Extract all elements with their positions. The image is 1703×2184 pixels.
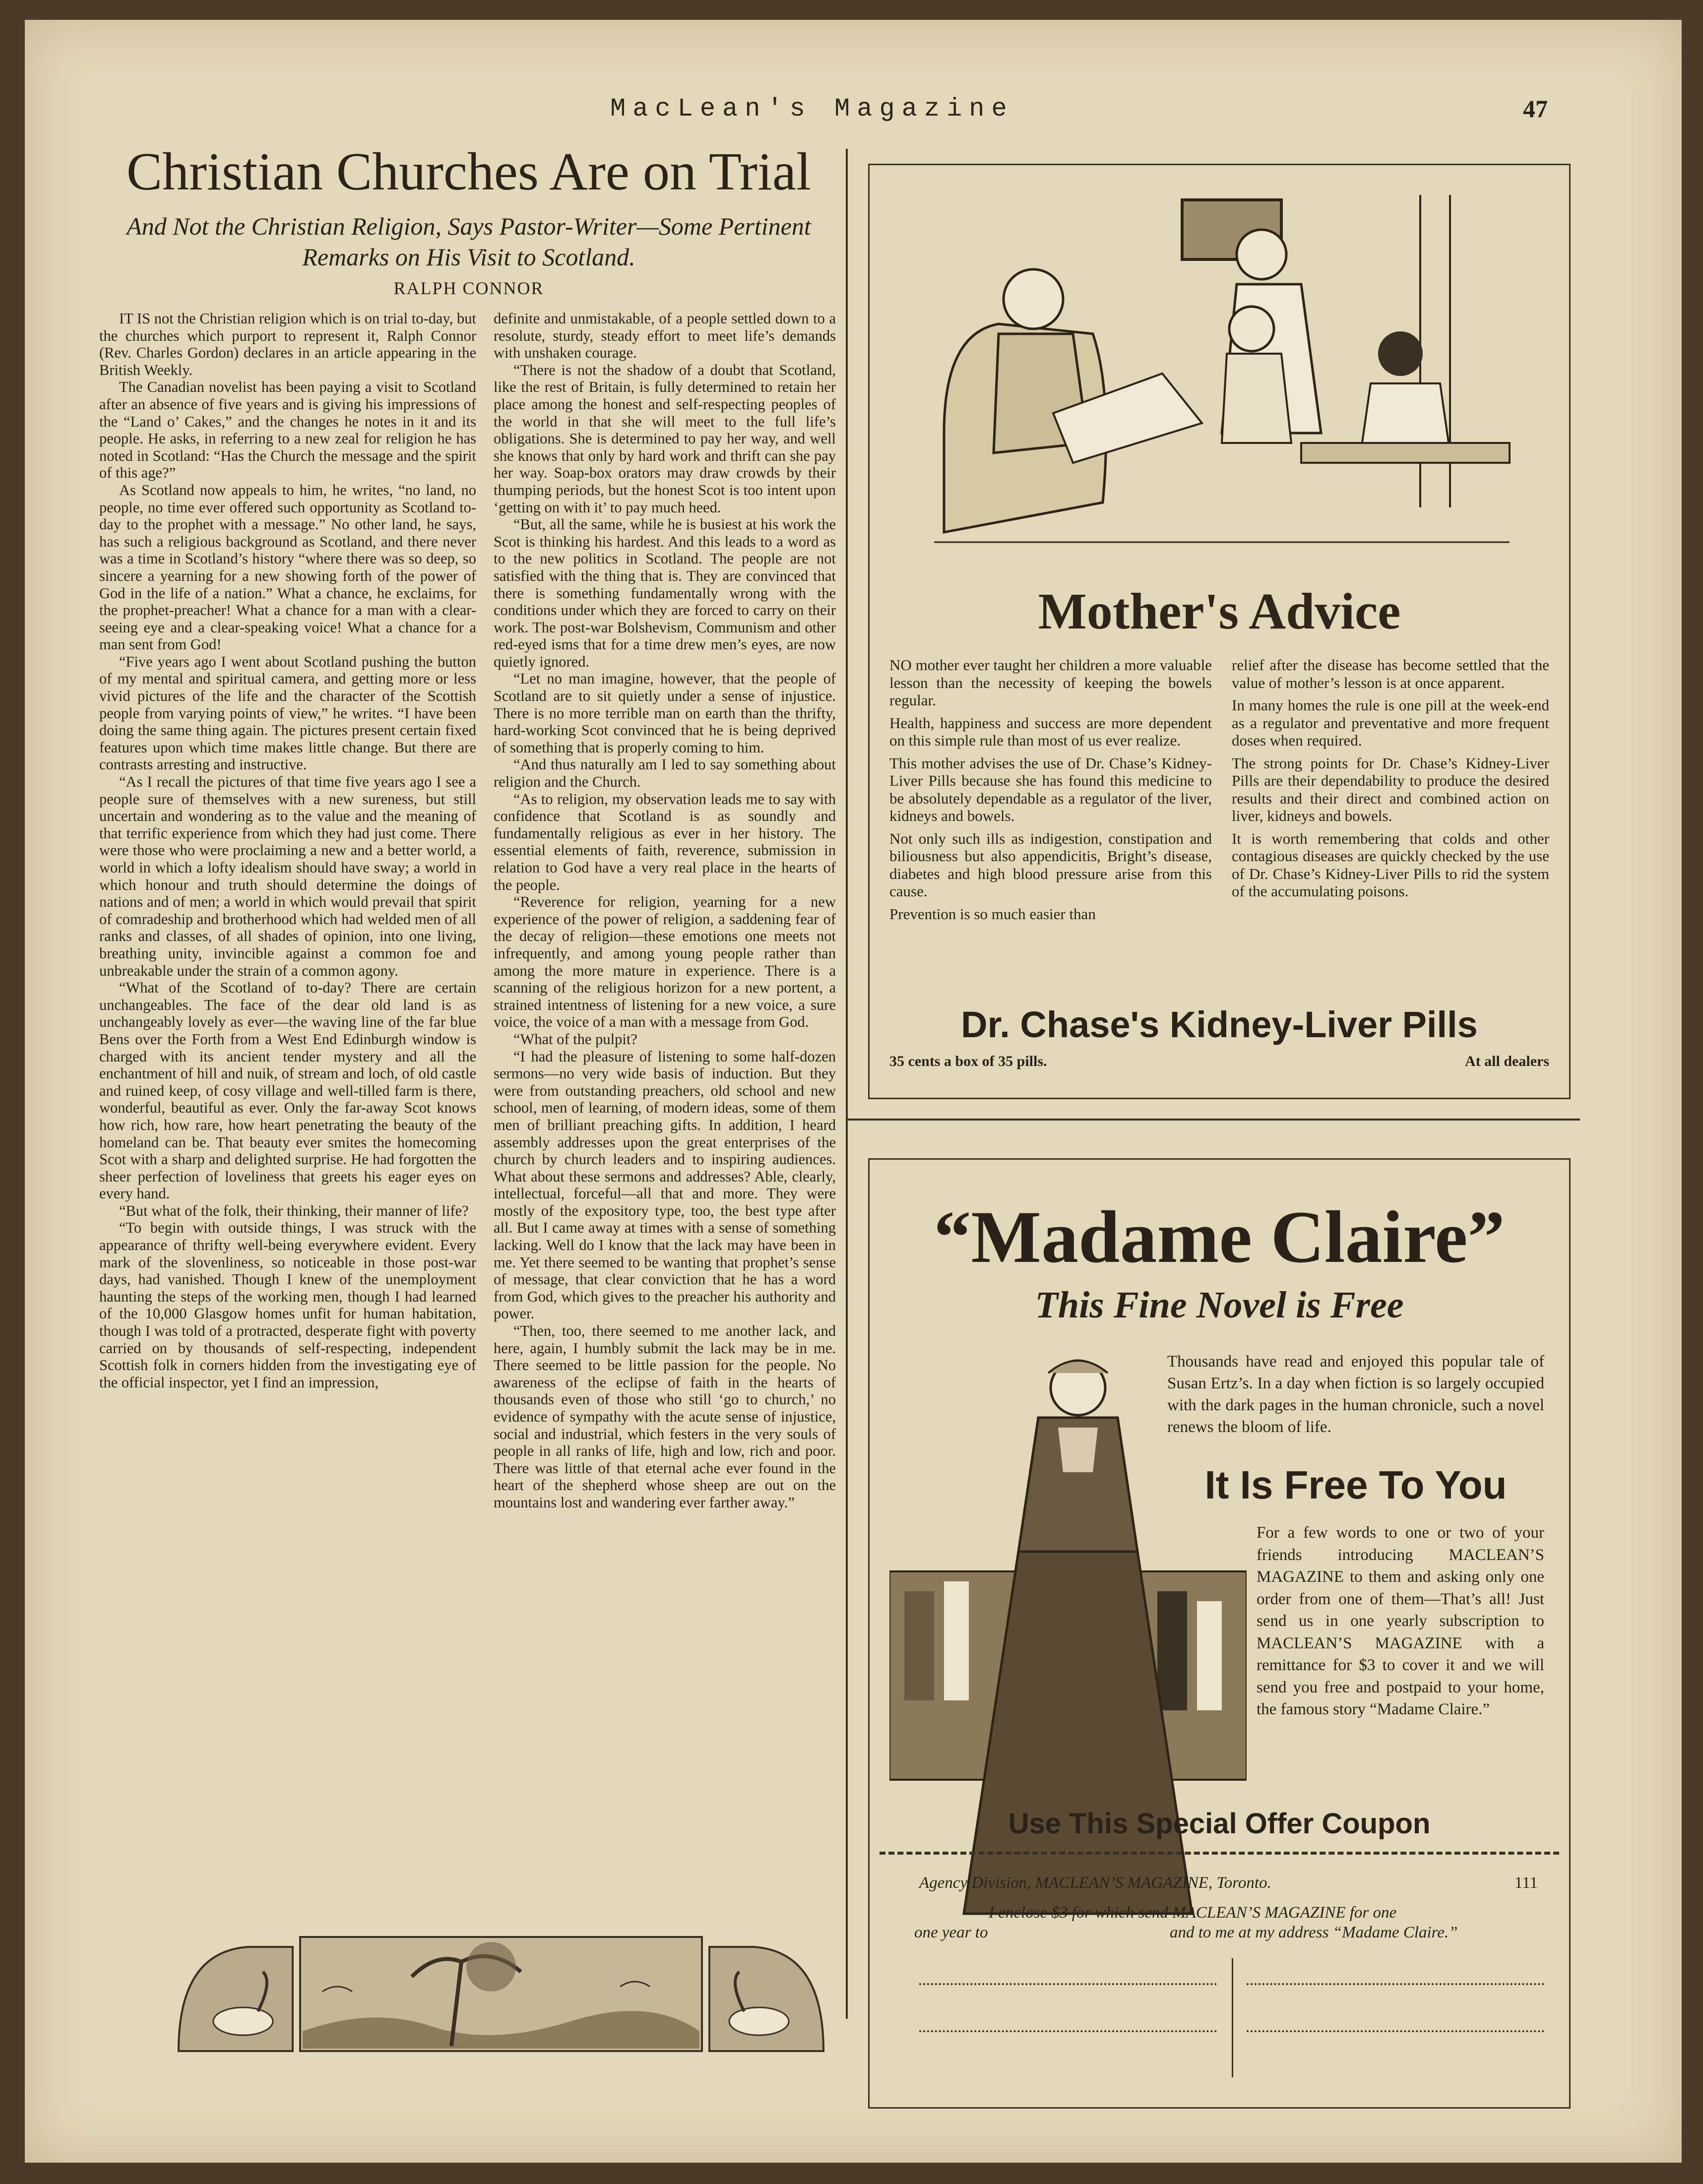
ad-subtitle: This Fine Novel is Free xyxy=(1035,1284,1404,1326)
paragraph: “But what of the folk, their thinking, their manner of life? xyxy=(119,1202,469,1219)
magazine-page xyxy=(25,20,1682,2163)
article-column-1 xyxy=(99,310,476,1391)
paragraph: As Scotland now appeals to him, he writes, “no land, no people, no time ever offered such opportunity as Scotland to-day to the prophet with a message.” No other land, he says, has such a religious background as Scotland, and there never was a time in Scotland’s history “where there was so deep, so sincere a yearning for a new showing forth of the power of God in the life of a nation.” What a chance, he exclaims, for the prophet-preacher! What a chance for a man with a clear-seeing eye and a clear-speaking voice! What a chance for a man sent from God! xyxy=(99,481,476,653)
coupon-name-field[interactable] xyxy=(919,1983,1217,1985)
paragraph: “Reverence for religion, yearning for a new experience of the power of religion, a saddening fear of the decay of religion—these emotions one meets not infrequently, and among young people rather than among the more mature in experience. There is a scanning of the religious horizon for a new portent, a strained intentness of listening for a new voice, a sure voice, the voice of a man with a message from God. xyxy=(494,893,836,1031)
ad-body-column-2 xyxy=(1232,656,1549,905)
ad-separator xyxy=(846,1119,1580,1121)
paragraph: relief after the disease has become settled that the value of mother’s lesson is at once apparent. xyxy=(1232,656,1549,691)
ad-description: Thousands have read and enjoyed this popular tale of Susan Ertz’s. In a day when fiction is so largely occupied with the dark pages in the human chronicle, such a novel renews the bloom of life. xyxy=(1167,1353,1544,1436)
free-offer-heading: It Is Free To You xyxy=(1204,1463,1507,1507)
product-price: 35 cents a box of 35 pills. xyxy=(889,1053,1047,1069)
paragraph: “What of the pulpit? xyxy=(513,1030,637,1048)
coupon-sender-name-field[interactable] xyxy=(1247,1983,1544,1985)
paragraph: “Five years ago I went about Scotland pushing the button of my mental and spiritual camera, and getting more or less vivid pictures of the life and the character of the Scottish people from varying points of view,” he writes. “I have been doing the same thing again. The pictures present certain fixed features upon which time makes little change. But there are contrasts arresting and instructive. xyxy=(99,653,476,773)
running-header: MacLean's Magazine xyxy=(610,94,1014,124)
paragraph: The strong points for Dr. Chase’s Kidney-Liver Pills are their dependability to produce the desired results and their direct and combined action on liver, kidneys and bowels. xyxy=(1232,754,1549,824)
paragraph: Not only such ills as indigestion, constipation and biliousness but also appendicitis, Bright’s disease, diabetes and high blood pressure arise from this cause. xyxy=(889,829,1212,900)
coupon-enclose-text: I enclose $3 for which send MACLEAN’S MAGAZINE for one xyxy=(989,1904,1397,1922)
coupon-agency: Agency Division, MACLEAN’S MAGAZINE, Toronto. xyxy=(919,1874,1271,1892)
paragraph: “I had the pleasure of listening to some half-dozen sermons—no very wide basis of induction. But they were from outstanding preachers, old school and new school, men of learning, of modern ideas, some of them men of brilliant preaching gifts. In addition, I heard assembly addresses upon the great enterprises of the church by church leaders and to inspiring audiences. What about these sermons and addresses? Able, clearly, intellectual, forceful—all that and more. They were mostly of the expository type, too, the best type after all. But I came away at times with a sense of something lacking. Well do I know that the lack may have been in me. Yet there seemed to be wanting that prophet’s sense of message, that clear conviction that he has a word from God, which gives to the preacher his authority and power. xyxy=(494,1048,836,1322)
madame-claire-advertisement xyxy=(868,1158,1571,2109)
paragraph: definite and unmistakable, of a people settled down to a resolute, sturdy, steady effort to meet life’s demands with unshaken courage. xyxy=(494,310,836,362)
family-reading-illustration xyxy=(924,185,1519,562)
coupon-heading: Use This Special Offer Coupon xyxy=(1008,1808,1431,1840)
chase-pills-advertisement xyxy=(868,164,1571,1099)
coupon-code: 111 xyxy=(1514,1874,1538,1892)
coupon-sender-address-field[interactable] xyxy=(1247,2030,1544,2032)
article-title: Christian Churches Are on Trial xyxy=(126,142,811,201)
coupon-cut-line xyxy=(880,1852,1559,1855)
coupon-divider xyxy=(1232,1958,1233,2077)
paragraph: This mother advises the use of Dr. Chase’s Kidney-Liver Pills because she has found this medicine to be absolutely dependable as a regulator of the liver, kidneys and bowels. xyxy=(889,754,1212,824)
paragraph: Health, happiness and success are more dependent on this simple rule than most of us ever realize. xyxy=(889,714,1212,749)
paragraph: “As I recall the pictures of that time five years ago I see a people sure of themselves with a new sureness, but still uncertain and wondering as to the value and the meaning of that terrific experience from which they had just come. There were those who were proclaiming a new and a better world, a world in which a lofty idealism should have sway; a world in which honour and truth should determine the doings of nations and of men; a world in which would prevail that spirit of comradeship and brotherhood which had welded men of all ranks and classes, of all shades of opinion, into one living, breathing unity, invincible against a common foe and unbreakable under the strain of a common agony. xyxy=(99,773,476,979)
product-name: Dr. Chase's Kidney-Liver Pills xyxy=(961,1004,1478,1045)
paragraph: “There is not the shadow of a doubt that Scotland, like the rest of Britain, is fully determined to retain her place among the honest and self-respecting peoples of the world in that she will meet to the full life’s obligations. She is determined to pay her way, and well she knows that only by hard work and thrift can she pay her way. Soap-box orators may draw crowds by their thumping periods, but the honest Scot is too intent upon ‘getting on with it’ to pay much heed. xyxy=(494,361,836,516)
column-rule xyxy=(846,149,848,2019)
article-subtitle: And Not the Christian Religion, Says Pastor-Writer—Some Pertinent Remarks on His Visit to Scotland. xyxy=(126,212,811,271)
paragraph: The Canadian novelist has been paying a visit to Scotland after an absence of five years and is giving his impressions of the “Land o’ Cakes,” and the changes he notes in it and its people. He asks, in referring to a new zeal for religion he has noted in Scotland: “Has the Church the message and the spirit of this age?” xyxy=(99,378,476,482)
article-byline: RALPH CONNOR xyxy=(393,278,544,298)
paragraph: “And thus naturally am I led to say something about religion and the Church. xyxy=(494,756,836,791)
swan-landscape-vignette xyxy=(174,1932,828,2056)
paragraph: In many homes the rule is one pill at the week-end as a regulator and preventative and more frequent doses when required. xyxy=(1232,696,1549,749)
offer-details: For a few words to one or two of your friends introducing MACLEAN’S MAGAZINE to them and asking only one order from one of them—That’s all! Just send us in one yearly subscription to MACLEAN’S MAGAZINE with a remittance for $3 to cover it and we will send you free and postpaid to your home, the famous story “Madame Claire.” xyxy=(1257,1524,1544,1718)
paragraph: “Then, too, there seemed to me another lack, and here, again, I humbly submit the lack may be in me. There seemed to be little passion for the people. No awareness of the eclipse of faith in the hearts of thousands even of those who still ‘go to church,’ no evidence of sympathy with the acute sense of injustice, social and industrial, which festers in the very souls of people in all ranks of life, high and low, rich and poor. There was little of that eternal ache ever found in the heart of the shepherd whose sheep are out on the mountains lost and wandering ever farther away.” xyxy=(494,1322,836,1511)
paragraph: IT IS not the Christian religion which is on trial to-day, but the churches which purport to represent it, Ralph Connor (Rev. Charles Gordon) declares in an article appearing in the British Weekly. xyxy=(99,310,476,378)
paragraph: “To begin with outside things, I was struck with the appearance of thrifty well-being everywhere evident. Every mark of the slovenliness, so noticeable in those post-war days, had vanished. Though I knew of the unemployment haunting the steps of the working men, though I had learned of the 10,000 Glasgow homes unfit for human habitation, though I was told of a protracted, desperate fight with poverty carried on by thousands of self-respecting, independent Scottish folk in corners hidden from the investigating eye of the official inspector, yet I find an impression, xyxy=(99,1219,476,1391)
coupon-address-note: and to me at my address “Madame Claire.” xyxy=(1170,1924,1458,1941)
coupon-recipient-label: one year to xyxy=(914,1924,988,1941)
ad-headline: Mother's Advice xyxy=(1038,583,1401,640)
paragraph: “Let no man imagine, however, that the people of Scotland are to sit quietly under a sense of injustice. There is no more terrible man on earth than the thrifty, hard-working Scot convinced that he is being deprived of something that is properly coming to him. xyxy=(494,670,836,756)
article-column-2 xyxy=(494,310,836,1511)
ad-title: “Madame Claire” xyxy=(934,1196,1505,1278)
paragraph: “What of the Scotland of to-day? There are certain unchangeables. The face of the dear old land is as unchangeably lovely as ever—the waving line of the far blue Bens over the Forth from a West End Edinburgh window is charged with its ancient tender mystery and all the enchantment of hill and nuik, of stream and loch, of old castle and ruined keep, of cosy village and well-tilled farm is there, wonderful, beautiful as ever. Only the far-away Scot knows how rich, how rare, how heart penetrating the beauty of the homeland can be. That beauty ever smites the homecoming Scot with a sharp and delighted surprise. He had forgotten the sheer perfection of loveliness that greets his eager eyes on every hand. xyxy=(99,979,476,1202)
paragraph: “But, all the same, while he is busiest at his work the Scot is thinking his hardest. And this leads to a word as to the new politics in Scotland. The people are not satisfied with the thing that is. They are convinced that there is something fundamentally wrong with the conditions under which they are forced to carry on their work. The post-war Bolshevism, Communism and other red-eyed isms that for a time drew men’s eyes, are now quietly ignored. xyxy=(494,516,836,670)
availability: At all dealers xyxy=(1465,1053,1549,1069)
paragraph: It is worth remembering that colds and other contagious diseases are quickly checked by the use of Dr. Chase’s Kidney-Liver Pills to rid the system of the accumulating poisons. xyxy=(1232,829,1549,900)
coupon-address-field[interactable] xyxy=(919,2030,1217,2032)
page-number: 47 xyxy=(1523,95,1548,123)
paragraph: NO mother ever taught her children a more valuable lesson than the necessity of keeping the bowels regular. xyxy=(889,656,1212,709)
paragraph: “As to religion, my observation leads me to say with confidence that Scotland is as soundly and fundamentally religious as ever in her history. The essential elements of faith, reverence, submission in relation to God have a very real place in the hearts of the people. xyxy=(494,790,836,893)
ad-body-column-1 xyxy=(889,656,1212,928)
paragraph: Prevention is so much easier than xyxy=(889,905,1096,923)
